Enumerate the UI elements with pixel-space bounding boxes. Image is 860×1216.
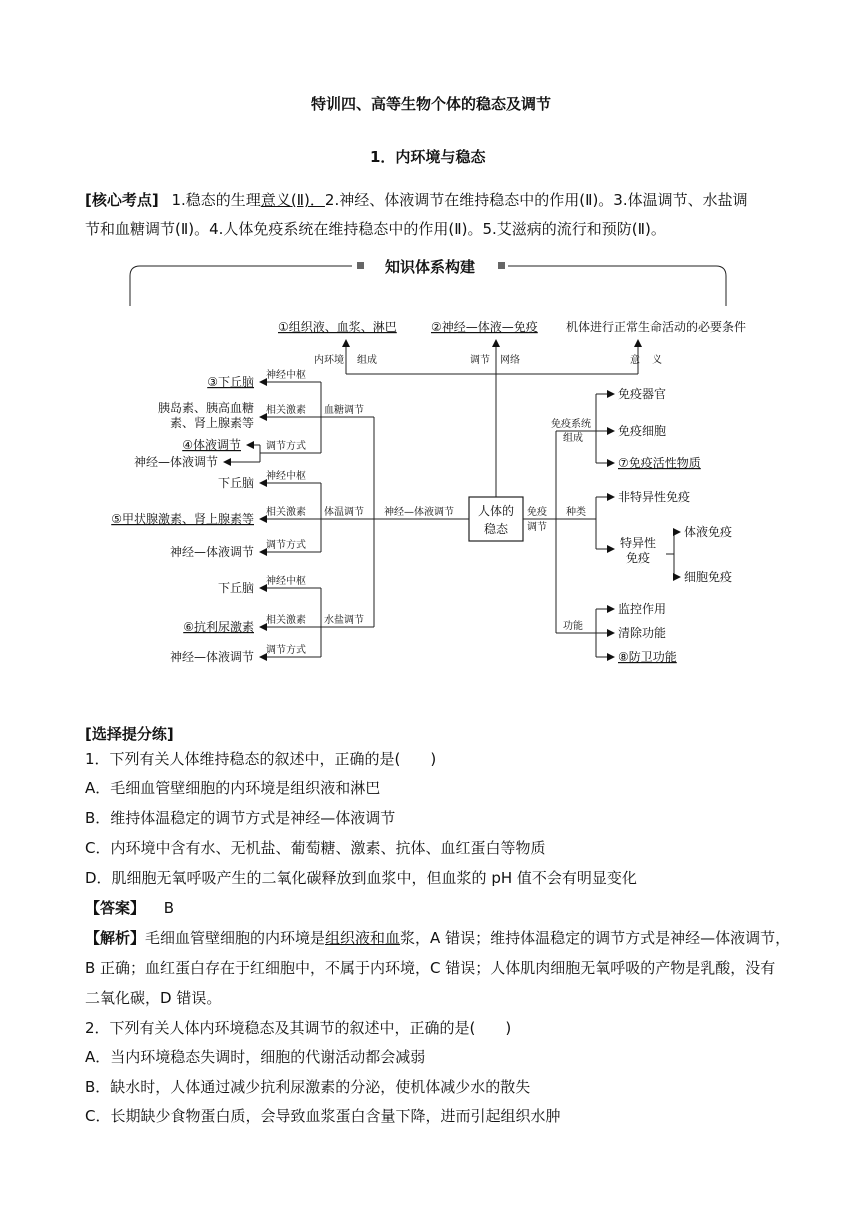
page-title: 特训四、高等生物个体的稳态及调节 (311, 95, 552, 113)
label-fangshi-2: 调节方式 (266, 540, 306, 551)
node-significance: 机体进行正常生命活动的必要条件 (566, 320, 747, 334)
label-yi: 意 (630, 355, 640, 366)
label-zhongshu-2: 神经中枢 (266, 471, 306, 482)
q1-option-d: D．肌细胞无氧呼吸产生的二氧化碳释放到血浆中，但血浆的 pH 值不会有明显变化 (85, 869, 637, 887)
q1-option-a: A．毛细血管壁细胞的内环境是组织液和淋巴 (85, 779, 381, 797)
node-xiaqiunao-3: 下丘脑 (217, 581, 254, 595)
core-points-label: [核心考点] (85, 191, 159, 209)
core-points-text-a: 1.稳态的生理 (171, 191, 261, 209)
answer-value: B (163, 899, 175, 917)
label-fangshi-1: 调节方式 (266, 441, 306, 452)
analysis-text-a: 毛细血管壁细胞的内环境是 (145, 929, 326, 947)
node-5: ⑤甲状腺激素、肾上腺素等 (111, 512, 254, 526)
q1-analysis-line1 (85, 926, 790, 951)
node-sjty-3: 神经—体液调节 (169, 650, 254, 664)
node-2: ②神经—体液—免疫 (431, 320, 538, 334)
node-feiteyi: 非特异性免疫 (618, 490, 691, 504)
q1-analysis-line2: B 正确；血红蛋白存在于红细胞中，不属于内环境，C 错误；人体肌肉细胞无氧呼吸的产物是乳酸，没有 (85, 959, 776, 977)
node-1: ①组织液、血浆、淋巴 (278, 320, 397, 334)
q1-stem: 1．下列有关人体维持稳态的叙述中，正确的是( ) (85, 750, 437, 768)
label-fangshi-3: 调节方式 (266, 645, 306, 656)
analysis-text-b: 浆，A 错误；维持体温稳定的调节方式是神经—体液调节， (400, 929, 791, 947)
q1-option-c: C．内环境中含有水、无机盐、葡萄糖、激素、抗体、血红蛋白等物质 (85, 839, 546, 857)
node-teyixing-2: 免疫 (626, 551, 651, 565)
label-zhongshu-1: 神经中枢 (266, 370, 306, 381)
label-mianyixitong: 免疫系统 (551, 419, 591, 430)
label-zhongshu-3: 神经中枢 (266, 576, 306, 587)
center-line2: 稳态 (483, 522, 509, 536)
label-tiaojie: 调节 (470, 355, 490, 366)
node-hormones-line1: 胰岛素、胰高血糖 (157, 401, 254, 415)
label-jisu-1: 相关激素 (266, 405, 306, 416)
q1-option-b: B．维持体温稳定的调节方式是神经—体液调节 (85, 809, 396, 827)
core-points-line1 (85, 188, 748, 213)
label-zhonglei: 种类 (566, 507, 586, 518)
label-zucheng: 组成 (357, 355, 377, 366)
node-xibaomianyi: 细胞免疫 (684, 570, 733, 584)
label-yi2: 义 (652, 355, 662, 366)
section-subtitle: 1．内环境与稳态 (370, 148, 486, 166)
node-tiye: 体液免疫 (684, 525, 733, 539)
core-points-text-b: 2.神经、体液调节在维持稳态中的作用(Ⅱ)。3.体温调节、水盐调 (324, 191, 748, 209)
label-shenjing-tiye: 神经—体液调节 (384, 507, 454, 518)
answer-label: 【答案】 (85, 899, 146, 917)
q1-answer (85, 896, 174, 921)
q2-option-b: B．缺水时，人体通过减少抗利尿激素的分泌，使机体减少水的散失 (85, 1078, 531, 1096)
label-r-zucheng: 组成 (563, 433, 583, 444)
center-line1: 人体的 (477, 504, 515, 518)
q2-option-a: A．当内环境稳态失调时，细胞的代谢活动都会减弱 (85, 1048, 426, 1066)
node-6: ⑥抗利尿激素 (183, 620, 254, 634)
node-3: ③下丘脑 (207, 375, 254, 389)
node-hormones-line2: 素、肾上腺素等 (169, 416, 254, 430)
q2-option-c: C．长期缺少食物蛋白质，会导致血浆蛋白含量下降，进而引起组织水肿 (85, 1107, 561, 1125)
label-jisu-3: 相关激素 (266, 615, 306, 626)
label-gongneng: 功能 (563, 621, 583, 632)
node-sjty-1: 神经—体液调节 (133, 455, 218, 469)
node-jiankong: 监控作用 (618, 602, 667, 616)
node-xibao: 免疫细胞 (618, 424, 667, 438)
label-shuiyan: 水盐调节 (324, 615, 364, 626)
label-jisu-2: 相关激素 (266, 507, 306, 518)
diagram-banner: 知识体系构建 (384, 258, 476, 276)
node-8: ⑧防卫功能 (618, 650, 677, 664)
analysis-label: 【解析】 (85, 929, 146, 947)
label-neihuanjing: 内环境 (314, 355, 344, 366)
label-wangluo: 网络 (500, 355, 520, 366)
node-4: ④体液调节 (182, 438, 241, 452)
label-tiwen: 体温调节 (324, 507, 364, 518)
node-qingchu: 清除功能 (618, 626, 667, 640)
exercise-section-label: [选择提分练] (85, 725, 174, 743)
q1-analysis-line3: 二氧化碳，D 错误。 (85, 989, 222, 1007)
label-xuetang: 血糖调节 (324, 405, 364, 416)
node-sjty-2: 神经—体液调节 (169, 545, 254, 559)
node-xiaqiunao-2: 下丘脑 (217, 476, 254, 490)
core-points-underlined: 意义(Ⅱ)． (260, 191, 325, 209)
label-mianyi: 免疫 (527, 507, 547, 518)
node-7: ⑦免疫活性物质 (618, 456, 701, 470)
banner-frame (130, 266, 352, 306)
label-mianyi-tiaojie: 调节 (527, 522, 547, 533)
node-teyixing-1: 特异性 (620, 536, 657, 550)
q2-stem: 2．下列有关人体内环境稳态及其调节的叙述中，正确的是( ) (85, 1019, 512, 1037)
node-qiguan: 免疫器官 (618, 387, 667, 401)
knowledge-diagram (0, 248, 860, 678)
analysis-underlined: 组织液和血 (325, 929, 401, 947)
core-points-line2: 节和血糖调节(Ⅱ)。4.人体免疫系统在维持稳态中的作用(Ⅱ)。5.艾滋病的流行和预防(Ⅱ)。 (85, 220, 666, 238)
